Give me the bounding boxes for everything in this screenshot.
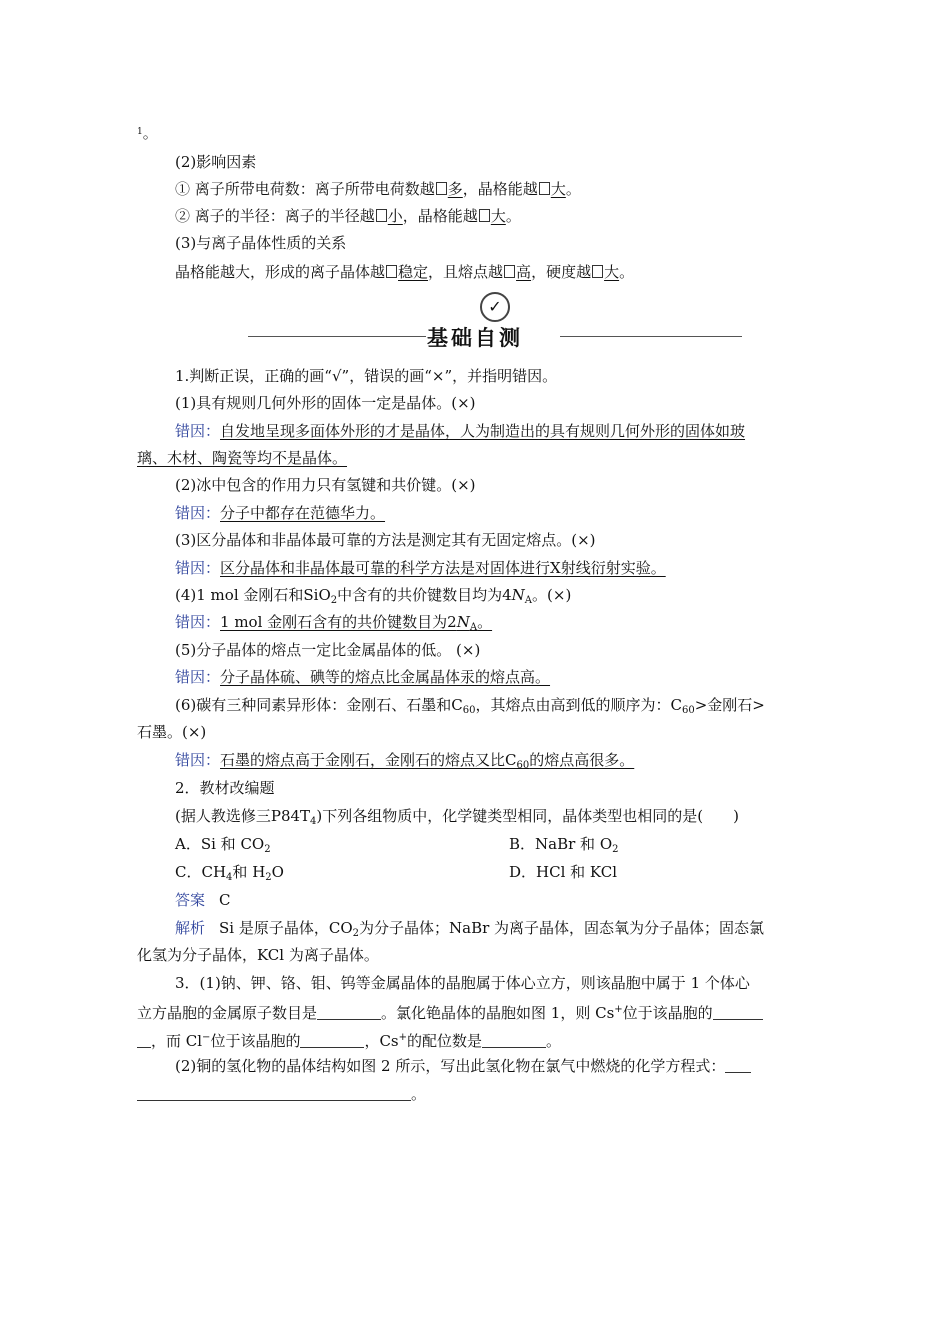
explanation-line2: 化氢为分子晶体，KCl 为离子晶体。 — [137, 946, 379, 964]
item6-text: (6)碳有三种同素异形体：金刚石、石墨和C — [175, 696, 463, 714]
answer-blank[interactable] — [300, 1033, 364, 1048]
relation-text3: ，硬度越 — [531, 263, 592, 281]
option-c-text3: O — [271, 863, 284, 881]
subscript: 2 — [330, 595, 338, 606]
option-b-text: B．NaBr 和 O — [509, 835, 613, 853]
q1-item6a — [175, 695, 765, 721]
answer-blank[interactable] — [713, 1005, 763, 1020]
superscript: + — [614, 1004, 623, 1015]
answer-value: C — [219, 891, 231, 909]
q3-text5: 位于该晶胞的 — [210, 1032, 301, 1050]
avogadro: N — [456, 613, 470, 631]
period: 。 — [546, 1032, 562, 1050]
option-b — [509, 834, 619, 860]
factor-charge-text2: ，晶格能越 — [462, 180, 538, 198]
explanation-line1 — [175, 918, 764, 944]
reason6-text2: 的熔点高很多。 — [529, 751, 635, 769]
period: 。 — [411, 1085, 427, 1103]
reason-label: 错因： — [175, 751, 221, 769]
q2-source — [175, 806, 739, 832]
reason-text: 自发地呈现多面体外形的才是晶体，人为制造出的具有规则几何外形的固体如玻 — [220, 422, 746, 440]
q1-reason1b — [137, 448, 347, 468]
reason-text: 璃、木材、陶瓷等均不是晶体。 — [137, 449, 348, 467]
reason4-text: 1 mol 金刚石含有的共价键数目为2 — [220, 613, 457, 631]
factor-radius-text: ② 离子的半径：离子的半径越 — [175, 207, 375, 225]
period: 。 — [565, 180, 581, 198]
answer-box — [539, 182, 550, 195]
avogadro: N — [511, 586, 525, 604]
q1-item5: (5)分子晶体的熔点一定比金属晶体的低。 (×) — [175, 641, 481, 659]
period: 。 — [619, 263, 635, 281]
q1-item1: (1)具有规则几何外形的固体一定是晶体。(×) — [175, 394, 476, 412]
q3-line4 — [175, 1056, 751, 1076]
answer-blank[interactable] — [137, 1086, 411, 1101]
factor-charge-text: ① 离子所带电荷数：离子所带电荷数越 — [175, 180, 435, 198]
answer-box — [479, 209, 490, 222]
q3-text3: 位于该晶胞的 — [622, 1004, 713, 1022]
subscript: 2 — [352, 928, 360, 939]
q1-item3: (3)区分晶体和非晶体最可靠的方法是测定其有无固定熔点。(×) — [175, 531, 596, 549]
reason-text — [220, 613, 492, 631]
fragment-sup: 1 — [137, 127, 143, 137]
q3-text4: ，而 Cl — [151, 1032, 203, 1050]
period: 。 — [477, 613, 493, 631]
q2-stem: 2．教材改编题 — [175, 779, 275, 797]
superscript: − — [202, 1032, 211, 1043]
answer-box — [436, 182, 447, 195]
reason-text: 区分晶体和非晶体最可靠的科学方法是对固体进行X射线衍射实验。 — [220, 559, 666, 577]
option-a-text: A．Si 和 CO — [175, 835, 265, 853]
section-title: 基础自测 — [427, 326, 523, 350]
answer-box — [376, 209, 387, 222]
fragment-end: 。 — [142, 124, 158, 142]
answer-box — [504, 265, 515, 278]
answer-blank[interactable] — [482, 1033, 546, 1048]
option-c-text2: 和 H — [232, 863, 266, 881]
q1-reason2 — [175, 503, 385, 523]
relation-line — [175, 262, 634, 282]
item4-text: (4)1 mol 金刚石和SiO — [175, 586, 331, 604]
q3-text8: (2)铜的氢化物的晶体结构如图 2 所示，写出此氢化物在氯气中燃烧的化学方程式： — [175, 1057, 726, 1075]
source-text2: )下列各组物质中，化学键类型相同，晶体类型也相同的是( ) — [316, 807, 739, 825]
superscript: + — [398, 1032, 408, 1043]
reason-text — [220, 751, 634, 769]
reason-label: 错因： — [175, 613, 221, 631]
explanation-text2: 为分子晶体；NaBr 为离子晶体，固态氧为分子晶体；固态氯 — [359, 919, 765, 937]
subscript: 2 — [612, 844, 619, 855]
q1-item2: (2)冰中包含的作用力只有氢键和共价键。(×) — [175, 476, 476, 494]
reason-text: 分子晶体硫、碘等的熔点比金属晶体汞的熔点高。 — [220, 668, 551, 686]
q1-reason6 — [175, 750, 634, 776]
option-c-text: C．CH — [175, 863, 227, 881]
reason-label: 错因： — [175, 559, 221, 577]
item4-text2: 中含有的共价键数目均为4 — [337, 586, 512, 604]
reason6-text: 石墨的熔点高于金刚石，金刚石的熔点又比C — [220, 751, 517, 769]
answer-larger: 大 — [490, 207, 506, 225]
subscript: 60 — [681, 705, 695, 716]
q3-text: 立方晶胞的金属原子数目是 — [137, 1004, 318, 1022]
reason-text: 分子中都存在范德华力。 — [220, 504, 386, 522]
answer-high: 高 — [516, 263, 532, 281]
explanation-text: Si 是原子晶体，CO — [219, 919, 353, 937]
subheading-factors: (2)影响因素 — [175, 153, 257, 171]
factor-radius — [175, 206, 521, 226]
answer-box — [592, 265, 603, 278]
factor-radius-text2: ，晶格能越 — [402, 207, 478, 225]
q3-line3 — [137, 1028, 561, 1051]
q1-reason4 — [175, 612, 492, 638]
subheading-relation: (3)与离子晶体性质的关系 — [175, 234, 347, 252]
option-d: D．HCl 和 KCl — [509, 863, 617, 881]
q1-item4 — [175, 585, 571, 611]
reason-label: 错因： — [175, 504, 221, 522]
subscript: A — [524, 595, 533, 606]
q3-text7: 的配位数是 — [407, 1032, 483, 1050]
option-c — [175, 862, 284, 888]
answer-blank[interactable] — [725, 1058, 751, 1073]
answer-smaller: 小 — [387, 207, 403, 225]
item4-mark: 。(×) — [532, 586, 572, 604]
subscript: 60 — [516, 760, 530, 771]
answer-large: 大 — [604, 263, 620, 281]
subscript: 4 — [310, 816, 317, 827]
q1-stem: 1.判断正误，正确的画“√”，错误的画“×”，并指明错因。 — [175, 367, 558, 385]
q1-reason3 — [175, 558, 666, 578]
q3-line5 — [137, 1084, 426, 1104]
q3-text2: 。氯化铯晶体的晶胞如图 1，则 Cs — [381, 1004, 615, 1022]
option-a — [175, 834, 271, 860]
answer-more: 多 — [447, 180, 463, 198]
answer-label: 答案 — [175, 891, 206, 909]
subscript: 60 — [462, 705, 476, 716]
answer-stable: 稳定 — [398, 263, 429, 281]
subscript: 2 — [264, 844, 271, 855]
subscript: 4 — [226, 872, 233, 883]
period: 。 — [505, 207, 521, 225]
answer-blank[interactable] — [137, 1033, 151, 1048]
answer-box — [386, 265, 397, 278]
answer-blank[interactable] — [317, 1005, 381, 1020]
q3-text6: ，Cs — [364, 1032, 399, 1050]
item6-text2: ，其熔点由高到低的顺序为：C — [475, 696, 682, 714]
factor-charge — [175, 179, 581, 199]
relation-text: 晶格能越大，形成的离子晶体越 — [175, 263, 386, 281]
q3-line2 — [137, 1000, 763, 1023]
reason-label: 错因： — [175, 668, 221, 686]
check-circle-icon: ✓ — [480, 292, 510, 322]
item6-text3: >金刚石> — [694, 696, 765, 714]
q1-reason5 — [175, 667, 550, 687]
subscript: A — [469, 622, 478, 633]
q3-line1: 3．(1)钠、钾、铬、钼、钨等金属晶体的晶胞属于体心立方，则该晶胞中属于 1 个体心 — [175, 974, 750, 992]
reason-label: 错因： — [175, 422, 221, 440]
source-text: (据人教选修三P84T — [175, 807, 311, 825]
fragment-line — [137, 122, 158, 143]
q1-item6b: 石墨。(×) — [137, 723, 207, 741]
answer-larger: 大 — [550, 180, 566, 198]
explanation-label: 解析 — [175, 919, 206, 937]
subscript: 2 — [265, 872, 272, 883]
answer-line — [175, 890, 231, 910]
q1-reason1a — [175, 421, 745, 441]
relation-text2: ，且熔点越 — [428, 263, 504, 281]
